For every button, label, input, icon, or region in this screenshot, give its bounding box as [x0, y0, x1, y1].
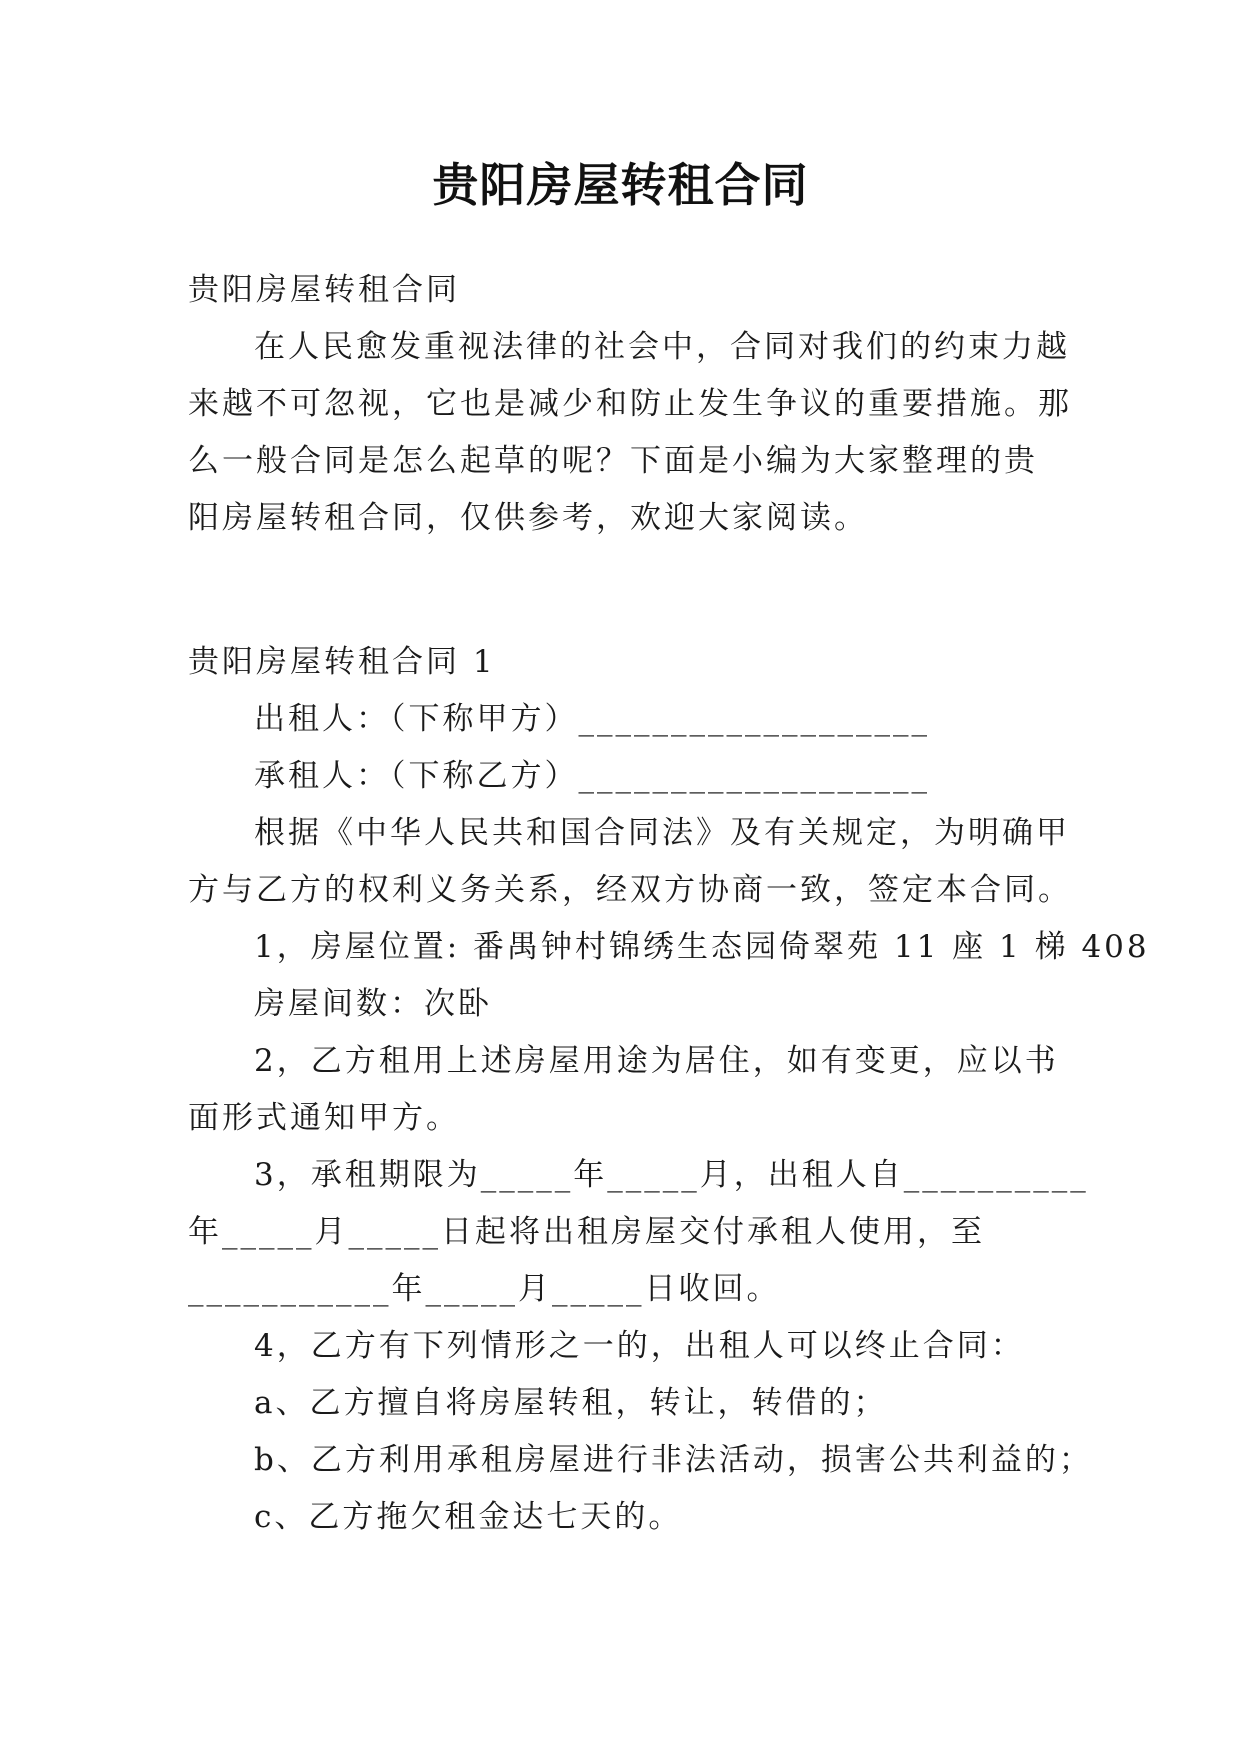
basis-line-1: 根据《中华人民共和国合同法》及有关规定，为明确甲 [254, 815, 1070, 851]
document-body [188, 262, 1072, 547]
section-heading: 贵阳房屋转租合同 1 [188, 644, 496, 680]
clause-3-line-1: 3，承租期限为_____年_____月，出租人自__________ [254, 1157, 1089, 1193]
intro-line-1: 在人民愈发重视法律的社会中，合同对我们的约束力越 [254, 329, 1070, 365]
intro-line-3: 么一般合同是怎么起草的呢？下面是小编为大家整理的贵 [188, 443, 1038, 479]
clause-4-item-b: b、乙方利用承租房屋进行非法活动，损害公共利益的； [254, 1442, 1093, 1478]
clause-2-line-2: 面形式通知甲方。 [188, 1100, 460, 1136]
document-subtitle: 贵阳房屋转租合同 [188, 272, 460, 308]
clause-1-location: 1，房屋位置: 番禺钟村锦绣生态园倚翠苑 11 座 1 梯 408 [254, 929, 1150, 965]
clause-4-line-1: 4，乙方有下列情形之一的，出租人可以终止合同： [254, 1328, 1025, 1364]
intro-line-2: 来越不可忽视，它也是减少和防止发生争议的重要措施。那 [188, 386, 1072, 422]
clause-3-line-3: ___________年_____月_____日收回。 [188, 1271, 781, 1307]
clause-4-item-a: a、乙方擅自将房屋转租，转让，转借的； [254, 1385, 888, 1421]
clause-4-item-c: c、乙方拖欠租金达七天的。 [254, 1499, 683, 1535]
lessee-line: 承租人：（下称乙方）___________________ [254, 758, 930, 794]
clause-2-line-1: 2，乙方租用上述房屋用途为居住，如有变更，应以书 [254, 1043, 1059, 1079]
contract-body [188, 634, 1150, 1546]
clause-1-rooms: 房屋间数：次卧 [254, 986, 492, 1022]
basis-line-2: 方与乙方的权利义务关系，经双方协商一致，签定本合同。 [188, 872, 1072, 908]
document-title: 贵阳房屋转租合同 [432, 158, 809, 212]
clause-3-line-2: 年_____月_____日起将出租房屋交付承租人使用，至 [188, 1214, 985, 1250]
intro-line-4: 阳房屋转租合同，仅供参考，欢迎大家阅读。 [188, 500, 868, 536]
lessor-line: 出租人：（下称甲方）___________________ [254, 701, 930, 737]
